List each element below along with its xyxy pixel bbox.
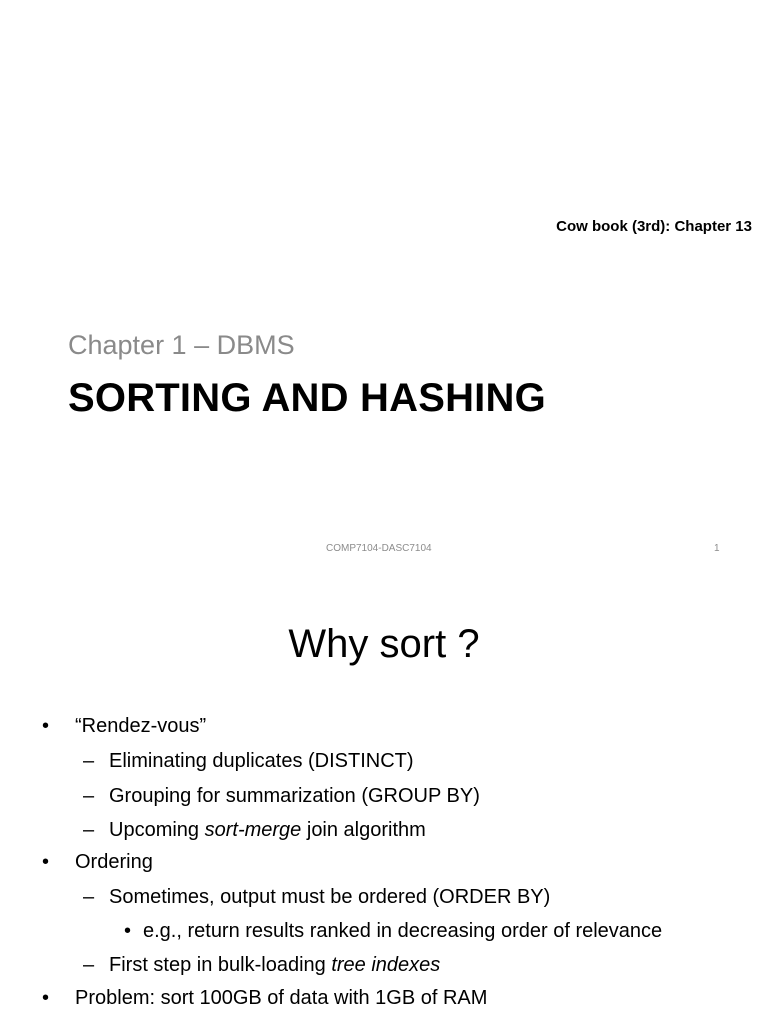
bullet-marker: – — [83, 785, 95, 807]
slide-heading: Why sort ? — [288, 622, 480, 666]
bullet-marker: – — [83, 954, 95, 976]
sub-bullet-item — [83, 953, 441, 977]
slide-title-heading: SORTING AND HASHING — [68, 376, 546, 420]
sub-bullet-item — [83, 818, 426, 842]
sub-bullet-item — [83, 749, 414, 773]
bullet-text: Grouping for summarization (GROUP BY) — [109, 785, 480, 807]
bullet-marker: • — [42, 987, 50, 1009]
sub-bullet-item — [83, 784, 480, 808]
sub-sub-bullet-item — [124, 919, 663, 943]
bullet-item — [42, 714, 207, 738]
bullet-text: e.g., return results ranked in decreasing order of relevance — [143, 920, 663, 942]
bullet-marker: • — [124, 920, 132, 942]
footer-course-code: COMP7104-DASC7104 — [326, 543, 432, 554]
bullet-marker: • — [42, 851, 50, 873]
sub-bullet-item — [83, 885, 551, 909]
bullet-text: Eliminating duplicates (DISTINCT) — [109, 750, 414, 772]
bullet-text: “Rendez-vous” — [75, 715, 207, 737]
bullet-marker: – — [83, 886, 95, 908]
chapter-subtitle: Chapter 1 – DBMS — [68, 330, 295, 360]
bullet-emphasis: sort-merge — [204, 819, 302, 841]
book-reference: Cow book (3rd): Chapter 13 — [556, 218, 752, 235]
bullet-text: Upcoming — [109, 819, 205, 841]
bullet-item — [42, 850, 153, 874]
bullet-marker: – — [83, 819, 95, 841]
bullet-text: First step in bulk-loading — [109, 954, 332, 976]
bullet-marker: • — [42, 715, 50, 737]
bullet-text-tail: join algorithm — [301, 819, 426, 841]
bullet-text: Ordering — [75, 851, 153, 873]
footer-page-number: 1 — [714, 543, 720, 554]
bullet-item — [42, 986, 488, 1010]
bullet-emphasis: tree indexes — [331, 954, 441, 976]
bullet-text: Problem: sort 100GB of data with 1GB of RAM — [75, 987, 488, 1009]
bullet-text: Sometimes, output must be ordered (ORDER BY) — [109, 886, 551, 908]
bullet-marker: – — [83, 750, 95, 772]
